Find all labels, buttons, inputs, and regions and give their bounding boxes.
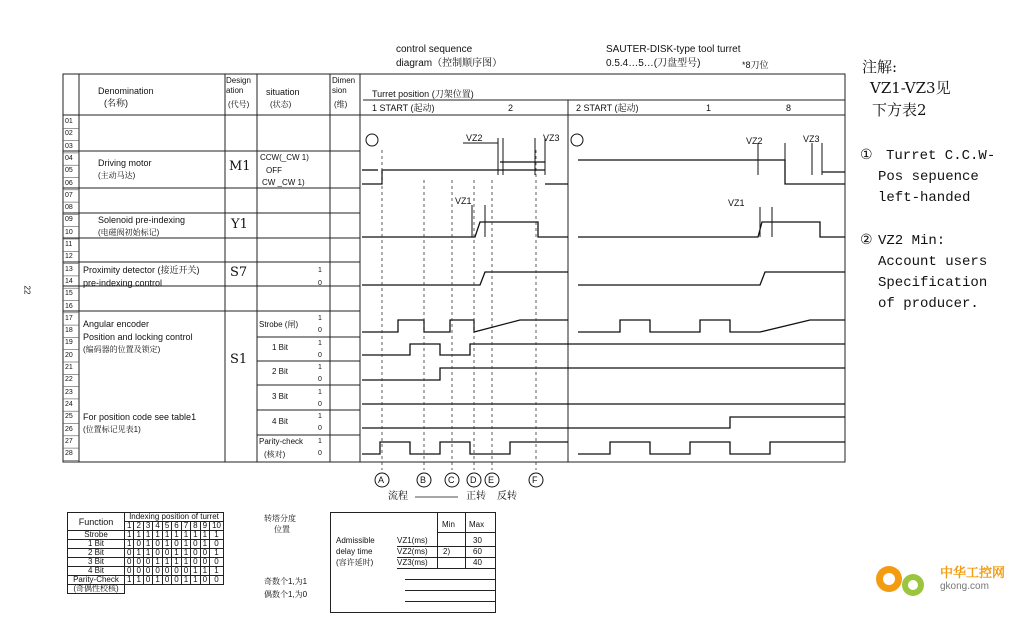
flow-label: 流程: [388, 491, 408, 502]
encoder-note-cn: (位置标记见表1): [83, 425, 141, 434]
table1-bit-cell: 0: [191, 540, 200, 549]
table1-bit-cell: 1: [134, 576, 143, 585]
table1-bit-cell: 0: [200, 549, 209, 558]
table1-bit-cell: 0: [125, 567, 134, 576]
delay-table: [330, 512, 496, 613]
signal-traces: [362, 160, 845, 454]
table1-bit-cell: 1: [181, 531, 190, 540]
table1-bit-cell: 0: [153, 549, 162, 558]
row-number: 08: [65, 204, 73, 212]
event-b: B: [420, 475, 427, 485]
table1-bit-cell: 0: [162, 549, 171, 558]
table1-bit-cell: 1: [125, 540, 134, 549]
table1-function-name: Strobe: [68, 531, 125, 540]
table1-position-header: 8: [191, 522, 200, 531]
level-high-marker: 1: [318, 389, 322, 396]
table1-bit-cell: 0: [134, 567, 143, 576]
control-sequence-title: control sequence: [396, 44, 473, 55]
table1-bit-cell: 1: [181, 549, 190, 558]
delay-min-header: Min: [442, 520, 455, 529]
table1-bit-cell: 0: [162, 567, 171, 576]
table1-bit-cell: 1: [181, 540, 190, 549]
table1-odd-note: 奇数个1,为1: [264, 577, 308, 586]
motor-off: OFF: [266, 166, 282, 175]
solenoid-name: Solenoid pre-indexing: [98, 215, 186, 225]
row-number: 19: [65, 339, 73, 347]
table1-bit-cell: 1: [134, 531, 143, 540]
table1-bit-cell: 0: [172, 540, 181, 549]
table1-bit-cell: 0: [210, 576, 224, 585]
diagram-title: diagram（控制顺序图）: [396, 58, 503, 69]
table1-parity-cn: (奇偶性校核): [68, 585, 125, 594]
row-number: 03: [65, 142, 73, 150]
proximity-one: 1: [318, 267, 322, 274]
row-number: 04: [65, 154, 73, 162]
table1-function-name: 2 Bit: [68, 549, 125, 558]
encoder-note: For position code see table1: [83, 412, 197, 422]
table1-bit-cell: 0: [162, 576, 171, 585]
forward-label: 正转: [466, 491, 486, 502]
col-pos1: 1: [706, 103, 712, 113]
page-number: 22: [22, 285, 32, 295]
delay-vz2-max: 60: [473, 547, 482, 556]
position-code-table: [67, 512, 224, 594]
vz2-label-2: VZ2: [746, 136, 763, 146]
row-number: 18: [65, 327, 73, 335]
encoder-name-cn: (编码器的位置及锁定): [83, 345, 161, 354]
watermark-brand: 中华工控网: [940, 565, 1006, 580]
level-strobe: Strobe (闸): [259, 320, 299, 329]
table1-bit-cell: 1: [200, 567, 209, 576]
col-pos8: 8: [786, 103, 792, 113]
notes-line2: 下方表2: [872, 101, 927, 119]
level-low-marker: 0: [318, 425, 322, 432]
row-number: 06: [65, 179, 73, 187]
table1-position-header: 7: [181, 522, 190, 531]
table1-function-header: Function: [68, 513, 125, 531]
turret-size: 0.5.4…5…(刀盘型号): [606, 58, 701, 69]
table1-bit-cell: 1: [172, 549, 181, 558]
event-d: D: [470, 475, 477, 485]
table1-position-header: 4: [153, 522, 162, 531]
table1-bit-cell: 1: [210, 549, 224, 558]
level-parity-cn: (核对): [264, 450, 286, 459]
row-number: 14: [65, 277, 73, 285]
table1-position-header: 5: [162, 522, 171, 531]
motor-name: Driving motor: [98, 158, 152, 168]
delay-vz2-min: 2): [443, 547, 451, 556]
table1-bit-cell: 1: [191, 567, 200, 576]
reverse-label: 反转: [497, 491, 517, 502]
row-number: 27: [65, 437, 73, 445]
vz3-label-2: VZ3: [803, 134, 820, 144]
table1-indexing-header: Indexing position of turret: [125, 513, 224, 522]
table1-side-title2: 位置: [274, 525, 290, 534]
col-dimension-cn: (维): [334, 100, 348, 109]
level-high-marker: 1: [318, 315, 322, 322]
notes-title: 注解:: [862, 58, 898, 76]
col-start2: 2 START (起动): [576, 103, 639, 113]
table1-bit-cell: 0: [153, 540, 162, 549]
table1-bit-cell: 1: [143, 549, 152, 558]
table1-even-note: 偶数个1,为0: [264, 590, 308, 599]
table1-bit-cell: 0: [210, 540, 224, 549]
delay-vz1: VZ1(ms): [397, 536, 428, 545]
table1-bit-cell: 0: [172, 567, 181, 576]
note1-line-a: Turret C.C.W-: [886, 148, 996, 164]
proximity-zero: 0: [318, 280, 322, 287]
level-low-marker: 0: [318, 376, 322, 383]
proximity-name: Proximity detector (接近开关): [83, 265, 200, 275]
table1-bit-cell: 0: [153, 567, 162, 576]
table1-bit-cell: 1: [181, 558, 190, 567]
vz2-label-1: VZ2: [466, 133, 483, 143]
level-4bit: 4 Bit: [272, 417, 289, 426]
row-number: 05: [65, 167, 73, 175]
col-pos2: 2: [508, 103, 514, 113]
table1-function-name: 3 Bit: [68, 558, 125, 567]
table1-bit-cell: 1: [172, 558, 181, 567]
proximity-name2: pre-indexing control: [83, 278, 163, 288]
table1-bit-cell: 1: [200, 540, 209, 549]
table1-bit-cell: 0: [125, 558, 134, 567]
motor-name-cn: (主动马达): [98, 171, 136, 180]
row-number: 28: [65, 450, 73, 458]
table1-function-name: 1 Bit: [68, 540, 125, 549]
delay-vz2: VZ2(ms): [397, 547, 428, 556]
table1-bit-cell: 1: [125, 576, 134, 585]
row-number: 24: [65, 400, 73, 408]
note1-line-c: left-handed: [878, 190, 971, 206]
table1-position-header: 3: [143, 522, 152, 531]
vz1-label-2: VZ1: [728, 198, 745, 208]
solenoid-name-cn: (电磁阀初始标记): [98, 228, 160, 237]
row-number: 01: [65, 118, 73, 125]
table1-bit-cell: 1: [210, 531, 224, 540]
table1-function-name: Parity-Check: [68, 576, 125, 585]
note2-line-b: Account users: [878, 254, 988, 270]
row-number: 07: [65, 191, 73, 199]
table1-position-header: 6: [172, 522, 181, 531]
watermark-url: gkong.com: [940, 581, 989, 592]
level-high-marker: 1: [318, 340, 322, 347]
col-denomination: Denomination: [98, 86, 154, 96]
row-number: 10: [65, 228, 73, 236]
note2-line-c: Specification: [878, 275, 988, 291]
motor-cw: CW _CW 1): [262, 178, 305, 187]
table1-bit-cell: 1: [191, 531, 200, 540]
col-designation: Design ation: [226, 76, 251, 95]
table1-bit-cell: 1: [153, 531, 162, 540]
motor-code: M1: [229, 159, 251, 174]
row-number: 11: [65, 241, 73, 248]
encoder-name2: Position and locking control: [83, 332, 193, 342]
table1-bit-cell: 1: [162, 558, 171, 567]
note2-line-d: of producer.: [878, 296, 979, 312]
table1-bit-cell: 1: [162, 540, 171, 549]
row-number: 09: [65, 216, 73, 224]
level-low-marker: 0: [318, 401, 322, 408]
table1-bit-cell: 0: [191, 549, 200, 558]
table1-bit-cell: 0: [200, 576, 209, 585]
event-e: E: [488, 475, 495, 485]
row-number: 22: [65, 376, 73, 384]
table1-bit-cell: 1: [153, 558, 162, 567]
note2-line-a: VZ2 Min:: [878, 233, 946, 249]
level-low-marker: 0: [318, 352, 322, 359]
table1-bit-cell: 0: [143, 567, 152, 576]
table1-position-header: 1: [125, 522, 134, 531]
motor-ccw: CCW(_CW 1): [260, 153, 309, 162]
row-number: 02: [65, 130, 73, 138]
event-f: F: [532, 475, 538, 485]
level-low-marker: 0: [318, 327, 322, 334]
delay-label2: delay time: [336, 547, 373, 556]
note1-line-b: Pos sepuence: [878, 169, 979, 185]
vz1-label-1: VZ1: [455, 196, 472, 206]
table1-bit-cell: 0: [200, 558, 209, 567]
table1-bit-cell: 1: [181, 576, 190, 585]
table1-bit-cell: 0: [210, 558, 224, 567]
table1-position-header: 10: [210, 522, 224, 531]
row-number: 12: [65, 253, 73, 261]
table1-bit-cell: 1: [162, 531, 171, 540]
vz3-label-1: VZ3: [543, 133, 560, 143]
event-a: A: [378, 475, 385, 485]
level-3bit: 3 Bit: [272, 392, 289, 401]
col-designation-cn: (代号): [228, 100, 250, 109]
level-low-marker: 0: [318, 450, 322, 457]
row-number: 26: [65, 425, 73, 433]
delay-vz3-max: 40: [473, 558, 482, 567]
level-high-marker: 1: [318, 438, 322, 445]
delay-label3: (容许延时): [336, 558, 374, 567]
table1-bit-cell: 0: [191, 558, 200, 567]
table1-bit-cell: 0: [134, 558, 143, 567]
row-number: 25: [65, 413, 73, 421]
notes-line1: VZ1-VZ3见: [870, 79, 951, 97]
table1-bit-cell: 0: [172, 576, 181, 585]
table1-bit-cell: 0: [134, 540, 143, 549]
delay-vz1-max: 30: [473, 536, 482, 545]
delay-label1: Admissible: [336, 536, 375, 545]
note2-marker: ②: [860, 233, 873, 249]
level-high-marker: 1: [318, 364, 322, 371]
table1-bit-cell: 1: [210, 567, 224, 576]
table1-bit-cell: 0: [125, 549, 134, 558]
encoder-code: S1: [230, 352, 248, 367]
row-number: 23: [65, 388, 73, 396]
row-number: 21: [65, 364, 73, 371]
table1-bit-cell: 0: [143, 558, 152, 567]
col-denomination-cn: (名称): [104, 98, 128, 108]
delay-vz3: VZ3(ms): [397, 558, 428, 567]
event-c: C: [448, 475, 455, 485]
table1-bit-cell: 1: [134, 549, 143, 558]
col-turret-position: Turret position (刀架位置): [372, 89, 474, 99]
table1-position-header: 2: [134, 522, 143, 531]
table1-bit-cell: 1: [172, 531, 181, 540]
table1-side-title: 转塔分度: [264, 514, 296, 523]
level-parity: Parity-check: [259, 437, 304, 446]
table1-bit-cell: 1: [143, 531, 152, 540]
table1-function-name: 4 Bit: [68, 567, 125, 576]
table1-bit-cell: 0: [181, 567, 190, 576]
table1-bit-cell: 0: [143, 576, 152, 585]
row-number: 16: [65, 302, 73, 310]
row-number: 20: [65, 351, 73, 359]
delay-max-header: Max: [469, 520, 485, 529]
col-dimension: Dimen sion: [332, 76, 356, 95]
turret-name: SAUTER-DISK-type tool turret: [606, 44, 741, 55]
level-2bit: 2 Bit: [272, 367, 289, 376]
solenoid-code: Y1: [231, 217, 248, 232]
table1-bit-cell: 1: [125, 531, 134, 540]
row-number: 17: [65, 314, 73, 322]
note1-marker: ①: [860, 148, 873, 164]
tool-positions: *8刀位: [742, 60, 769, 70]
proximity-code: S7: [230, 265, 248, 280]
level-high-marker: 1: [318, 413, 322, 420]
level-1bit: 1 Bit: [272, 343, 289, 352]
row-number: 13: [65, 265, 73, 273]
encoder-name: Angular encoder: [83, 319, 150, 329]
table1-bit-cell: 1: [200, 531, 209, 540]
table1-bit-cell: 1: [191, 576, 200, 585]
col-start1: 1 START (起动): [372, 103, 435, 113]
table1-bit-cell: 1: [143, 540, 152, 549]
col-situation-cn: (状态): [270, 100, 292, 109]
table1-bit-cell: 1: [153, 576, 162, 585]
col-situation: situation: [266, 87, 300, 97]
row-number: 15: [65, 290, 73, 298]
table1-position-header: 9: [200, 522, 209, 531]
